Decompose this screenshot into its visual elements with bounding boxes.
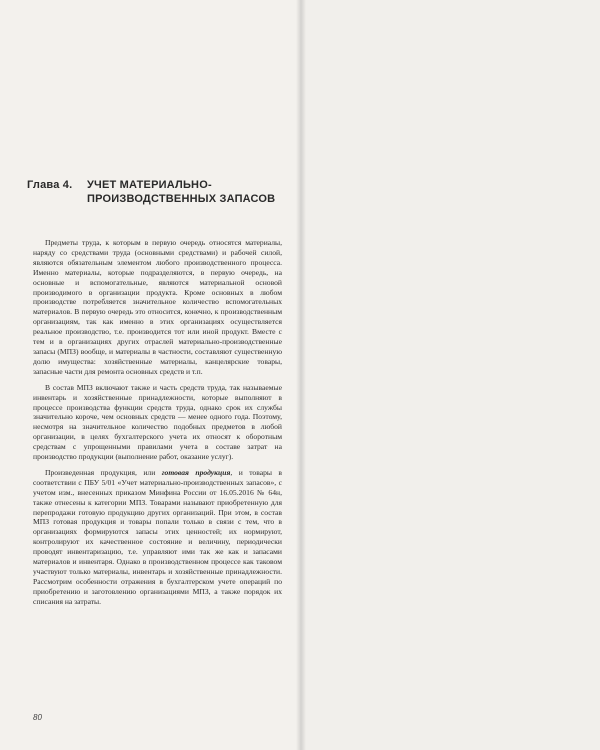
- chapter-title: УЧЕТ МАТЕРИАЛЬНО-ПРОИЗВОДСТВЕННЫХ ЗАПАСОВ: [87, 179, 276, 205]
- page-number-left: 80: [33, 713, 42, 722]
- book-gutter: [296, 0, 306, 750]
- left-paragraph: Предметы труда, к которым в первую очередь относятся материалы, наряду со средствами труда (основными средствами) и рабочей силой, являются обязательным элементом любого производственного процесса. Именно материалы, которые подразделяются, в первую очередь, на основные и вспомогательные, являются материальной основой производимого в организации продукта. Кроме основных в любом производстве потребляется значительное количество вспомогательных материалов. В первую очередь это относится, конечно, к производственным организациям, так как именно в этих организациях осуществляется реальное производство, т.е. производится тот или иной продукт. Вместе с тем и в организациях других отраслей материально-производственные запасы (МПЗ) вообще, и материалы в частности, составляют существенную долю имущества: хозяйственные материалы, канцелярские товары, запасные части для ремонта основных средств и т.п.: [33, 238, 282, 376]
- left-body-text: [33, 238, 282, 607]
- right-page: [300, 0, 600, 750]
- left-paragraph: В состав МПЗ включают также и часть средств труда, так называемые инвентарь и хозяйственные принадлежности, которые выполняют в процессе производства функции средств труда, однако срок их службы значительно короче, чем основных средств — менее одного года. Поэтому, несмотря на значительное количество подобных предметов в любой организации, в целях бухгалтерского учета их относят к оборотным средствам с упрощенными правилами учета в составе затрат на производство продукции (выполнение работ, оказание услуг).: [33, 382, 282, 462]
- chapter-number: Глава 4.: [27, 179, 73, 191]
- left-paragraph: Произведенная продукция, или готовая продукция, и товары в соответствии с ПБУ 5/01 «Учет материально-производственных запасов», с учетом изм., внесенных приказом Минфина России от 16.05.2016 № 64н, также отнесены к категории МПЗ. Товарами называют приобретенную для перепродажи готовую продукцию других организаций. При этом, в состав МПЗ готовая продукция и товары попали только в связи с тем, что в организациях формируются запасы этих ценностей; их нормируют, контролируют их качественное состояние и величину, периодически проводят инвентаризацию, т.е. управляют ими так же как и запасами материалов и инвентаря. Однако в производственном процессе как таковом участвуют только материалы, инвентарь и хозяйственные принадлежности. Рассмотрим особенности отражения в бухгалтерском учете операций по приобретению и заготовлению организациями МПЗ, а также порядок их списания на затраты.: [33, 467, 282, 606]
- term-finished-goods: готовая продукция: [161, 467, 231, 477]
